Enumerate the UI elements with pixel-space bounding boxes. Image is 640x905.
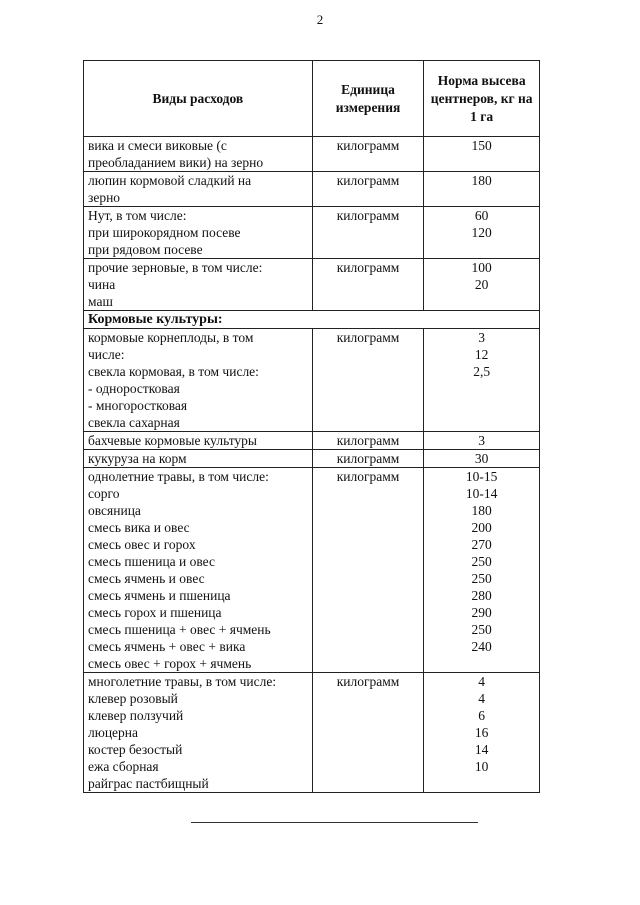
seeding-rate-value: 250 (471, 622, 492, 637)
crop-name-line: смесь ячмень и овес (88, 571, 205, 586)
unit-cell: килограмм (312, 673, 424, 793)
seeding-rate-value: 3 (478, 330, 486, 345)
crop-name-line: райграс пастбищный (88, 776, 209, 791)
crop-name-line: смесь горох и пшеница (88, 605, 222, 620)
crop-name-line: числе: (88, 347, 125, 362)
seeding-rate-value: 12 (474, 347, 489, 362)
seeding-rate-value: 10-15 (465, 469, 498, 484)
crop-name-line: смесь овес и горох (88, 537, 196, 552)
seeding-rate-value: 180 (471, 503, 492, 518)
seeding-rate-cell (424, 259, 540, 311)
crop-name-line: при широкорядном посеве (88, 225, 241, 240)
crop-name-line: при рядовом посеве (88, 242, 203, 257)
seeding-rate-value: 270 (471, 537, 492, 552)
crop-name-cell (84, 432, 313, 450)
crop-name-line: маш (88, 294, 113, 309)
table-row (84, 432, 540, 450)
table-row (84, 137, 540, 172)
seeding-rate-value: 290 (471, 605, 492, 620)
seeding-norms-table (83, 60, 540, 793)
table-body (84, 137, 540, 793)
crop-name-line: чина (88, 277, 116, 292)
seeding-rate-value: 3 (478, 433, 486, 448)
seeding-rate-value: 240 (471, 639, 492, 654)
crop-name-line: ежа сборная (88, 759, 159, 774)
section-row (84, 311, 540, 329)
seeding-rate-value: 280 (471, 588, 492, 603)
header-seeding-rate: Норма высева центнеров, кг на 1 га (424, 61, 540, 137)
seeding-rate-value: 250 (471, 554, 492, 569)
seeding-rate-value: 180 (471, 173, 492, 188)
table-row (84, 468, 540, 673)
table-row (84, 172, 540, 207)
seeding-rate-value: 150 (471, 138, 492, 153)
table-row (84, 673, 540, 793)
unit-cell: килограмм (312, 468, 424, 673)
crop-name-line: смесь овес + горох + ячмень (88, 656, 252, 671)
seeding-rate-value: 10-14 (465, 486, 498, 501)
crop-name-cell (84, 450, 313, 468)
crop-name-cell (84, 673, 313, 793)
table-row (84, 450, 540, 468)
table-row (84, 329, 540, 432)
seeding-rate-cell (424, 450, 540, 468)
seeding-rate-value: 30 (474, 451, 489, 466)
footer-divider (191, 822, 478, 823)
crop-name-line: однолетние травы, в том числе: (88, 469, 269, 484)
seeding-rate-value: 10 (474, 759, 489, 774)
crop-name-line: костер безостый (88, 742, 183, 757)
crop-name-line: смесь ячмень и пшеница (88, 588, 231, 603)
crop-name-line: вика и смеси виковые (с (88, 138, 227, 153)
crop-name-line: преобладанием вики) на зерно (88, 155, 264, 170)
crop-name-cell (84, 468, 313, 673)
seeding-rate-value: 4 (478, 674, 486, 689)
crop-name-line: сорго (88, 486, 120, 501)
crop-name-line: смесь пшеница + овес + ячмень (88, 622, 271, 637)
seeding-rate-value: 2,5 (473, 364, 491, 379)
seeding-rate-value: 100 (471, 260, 492, 275)
seeding-rate-value: 14 (474, 742, 489, 757)
unit-cell: килограмм (312, 259, 424, 311)
crop-name-line: свекла сахарная (88, 415, 180, 430)
page-number: 2 (316, 12, 324, 27)
seeding-rate-cell (424, 172, 540, 207)
table-row (84, 259, 540, 311)
unit-cell: килограмм (312, 172, 424, 207)
crop-name-line: зерно (88, 190, 121, 205)
seeding-rate-cell (424, 137, 540, 172)
crop-name-line: смесь пшеница и овес (88, 554, 216, 569)
seeding-rate-value: 200 (471, 520, 492, 535)
crop-name-cell (84, 329, 313, 432)
crop-name-line: - многоростковая (88, 398, 188, 413)
seeding-rate-cell (424, 432, 540, 450)
seeding-rate-cell (424, 673, 540, 793)
unit-cell: килограмм (312, 207, 424, 259)
seeding-rate-cell (424, 468, 540, 673)
seeding-rate-cell (424, 329, 540, 432)
crop-name-line: клевер ползучий (88, 708, 184, 723)
crop-name-line: свекла кормовая, в том числе: (88, 364, 259, 379)
unit-cell: килограмм (312, 329, 424, 432)
seeding-rate-value: 20 (474, 277, 489, 292)
header-unit: Единица измерения (312, 61, 424, 137)
seeding-rate-cell (424, 207, 540, 259)
crop-name-line: смесь ячмень + овес + вика (88, 639, 246, 654)
seeding-rate-value: 16 (474, 725, 489, 740)
crop-name-line: прочие зерновые, в том числе: (88, 260, 263, 275)
crop-name-line: смесь вика и овес (88, 520, 190, 535)
crop-name-cell (84, 137, 313, 172)
crop-name-line: овсяница (88, 503, 141, 518)
seeding-rate-value: 250 (471, 571, 492, 586)
crop-name-line: кукуруза на корм (88, 451, 187, 466)
crop-name-line: люпин кормовой сладкий на (88, 173, 252, 188)
crop-name-cell (84, 172, 313, 207)
crop-name-line: клевер розовый (88, 691, 178, 706)
table-header-row (84, 61, 540, 137)
seeding-rate-value: 60 (474, 208, 489, 223)
seeding-rate-value: 6 (478, 708, 486, 723)
table-row (84, 207, 540, 259)
crop-name-line: Нут, в том числе: (88, 208, 187, 223)
crop-name-line: - одноростковая (88, 381, 180, 396)
crop-name-line: люцерна (88, 725, 139, 740)
header-expense-type: Виды расходов (84, 61, 313, 137)
crop-name-cell (84, 207, 313, 259)
crop-name-cell (84, 259, 313, 311)
crop-name-line: кормовые корнеплоды, в том (88, 330, 254, 345)
seeding-rate-value: 4 (478, 691, 486, 706)
unit-cell: килограмм (312, 450, 424, 468)
seeding-rate-value: 120 (471, 225, 492, 240)
section-title: Кормовые культуры: (84, 311, 540, 329)
unit-cell: килограмм (312, 137, 424, 172)
unit-cell: килограмм (312, 432, 424, 450)
crop-name-line: многолетние травы, в том числе: (88, 674, 277, 689)
crop-name-line: бахчевые кормовые культуры (88, 433, 258, 448)
